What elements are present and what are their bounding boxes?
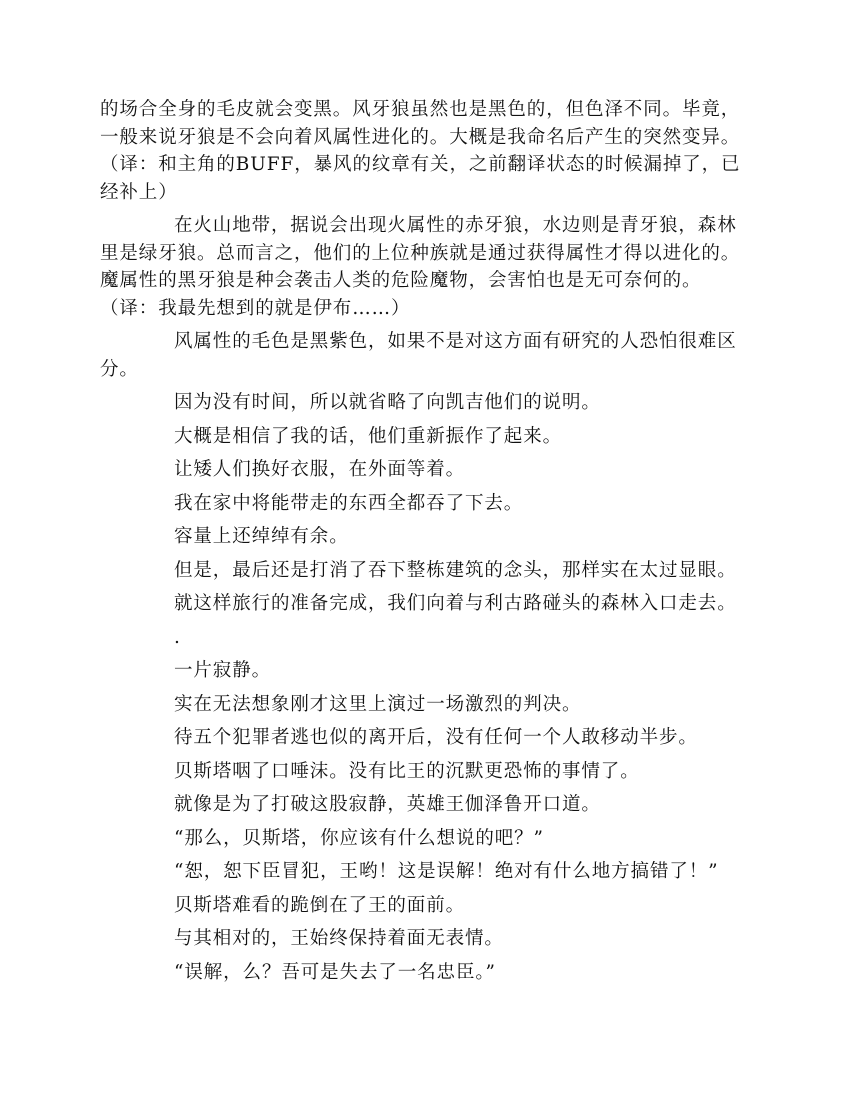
document-page [100, 96, 750, 992]
paragraph: “那么，贝斯塔，你应该有什么想说的吧？” [174, 827, 544, 849]
paragraph: “恕，恕下臣冒犯，王哟！这是误解！绝对有什么地方搞错了！” [174, 861, 719, 882]
paragraph: 在火山地带，据说会出现火属性的赤牙狼，水边则是青牙狼，森林里是绿牙狼。总而言之，他们的上位种族就是通过获得属性才得以进化的。魔属性的黑牙狼是种会袭击人类的危险魔物，会害怕也是无可奈何的。（译：我最先想到的就是伊布……） [100, 215, 741, 319]
paragraph: 容量上还绰绰有余。 [174, 526, 349, 547]
section-separator: . [174, 626, 181, 648]
paragraph: 贝斯塔难看的跪倒在了王的面前。 [174, 894, 466, 916]
paragraph: 就这样旅行的准备完成，我们向着与利古路碰头的森林入口走去。 [174, 593, 737, 614]
paragraph: 待五个犯罪者逃也似的离开后，没有任何一个人敢移动半步。 [174, 727, 698, 748]
paragraph: 因为没有时间，所以就省略了向凯吉他们的说明。 [174, 392, 601, 413]
paragraph: 与其相对的，王始终保持着面无表情。 [174, 928, 504, 949]
paragraph: 我在家中将能带走的东西全都吞了下去。 [174, 492, 524, 514]
paragraph: 大概是相信了我的话，他们重新振作了起来。 [174, 425, 563, 447]
paragraph: 但是，最后还是打消了吞下整栋建筑的念头，那样实在太过显眼。 [174, 559, 737, 581]
paragraph: 一片寂静。 [174, 660, 272, 681]
paragraph: 贝斯塔咽了口唾沫。没有比王的沉默更恐怖的事情了。 [174, 760, 640, 782]
paragraph: 的场合全身的毛皮就会变黑。风牙狼虽然也是黑色的，但色泽不同。毕竟，一般来说牙狼是不会向着风属性进化的。大概是我命名后产生的突然变异。（译：和主角的BUFF，暴风的纹章有关，之前翻译状态的时候漏掉了，已经补上） [100, 99, 741, 203]
paragraph: “误解，么？吾可是失去了一名忠臣。” [174, 961, 496, 983]
paragraph: 风属性的毛色是黑紫色，如果不是对这方面有研究的人恐怕很难区分。 [100, 331, 737, 380]
paragraph: 实在无法想象刚才这里上演过一场激烈的判决。 [174, 693, 582, 715]
paragraph: 让矮人们换好衣服，在外面等着。 [174, 459, 466, 480]
paragraph: 就像是为了打破这股寂静，英雄王伽泽鲁开口道。 [174, 794, 601, 815]
